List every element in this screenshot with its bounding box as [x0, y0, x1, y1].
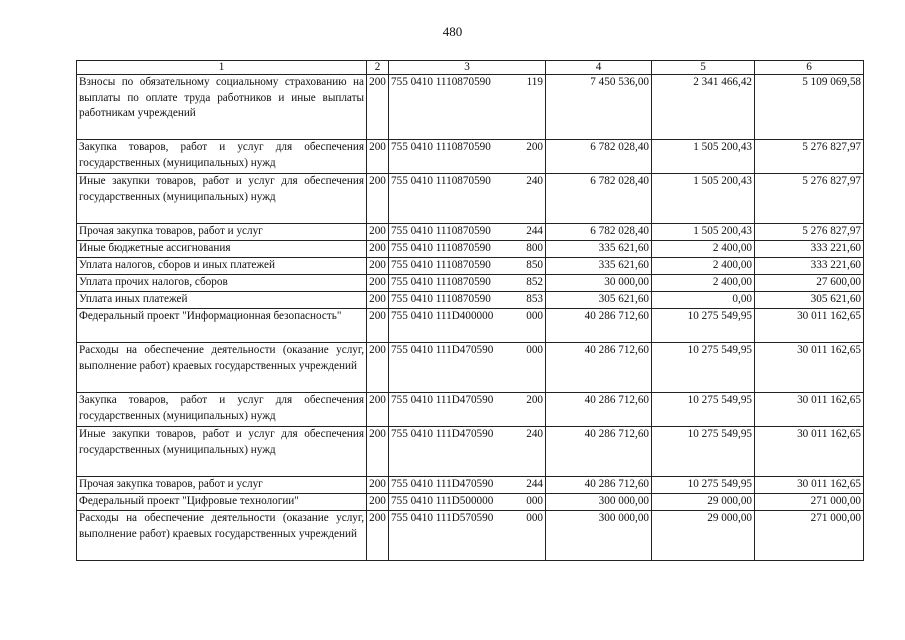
grbs-code: 200 [367, 292, 389, 309]
amount-col6: 30 011 162,65 [755, 393, 864, 427]
expense-type-code: 119 [526, 76, 543, 88]
amount-col5: 10 275 549,95 [652, 477, 755, 494]
grbs-code: 200 [367, 427, 389, 477]
table-row [77, 241, 864, 258]
grbs-code: 200 [367, 75, 389, 140]
amount-col6: 271 000,00 [755, 494, 864, 511]
expense-name: Взносы по обязательному социальному страхованию на выплаты по оплате труда работников и иные выплаты работникам учреждений [77, 75, 367, 140]
table-row [77, 511, 864, 561]
expense-type-code: 800 [526, 242, 543, 254]
grbs-code: 200 [367, 393, 389, 427]
expense-type-code: 200 [526, 394, 543, 406]
expense-type-code: 853 [526, 293, 543, 305]
amount-col5: 29 000,00 [652, 494, 755, 511]
expense-name: Уплата налогов, сборов и иных платежей [77, 258, 367, 275]
table-row [77, 477, 864, 494]
classification-code: 755 0410 111D470590 [391, 344, 494, 356]
budget-code [389, 224, 546, 241]
expense-name: Прочая закупка товаров, работ и услуг [77, 224, 367, 241]
expense-name: Иные закупки товаров, работ и услуг для обеспечения государственных (муниципальных) нужд [77, 174, 367, 224]
column-header-3: 3 [389, 61, 546, 75]
table-row [77, 427, 864, 477]
budget-code [389, 292, 546, 309]
classification-code: 755 0410 111D500000 [391, 495, 494, 507]
amount-col6: 30 011 162,65 [755, 309, 864, 343]
amount-col4: 40 286 712,60 [546, 477, 652, 494]
expense-name: Иные закупки товаров, работ и услуг для обеспечения государственных (муниципальных) нужд [77, 427, 367, 477]
grbs-code: 200 [367, 309, 389, 343]
expense-name: Закупка товаров, работ и услуг для обеспечения государственных (муниципальных) нужд [77, 140, 367, 174]
amount-col5: 10 275 549,95 [652, 393, 755, 427]
amount-col4: 7 450 536,00 [546, 75, 652, 140]
amount-col6: 5 276 827,97 [755, 224, 864, 241]
table-row [77, 75, 864, 140]
amount-col4: 6 782 028,40 [546, 174, 652, 224]
expense-type-code: 240 [526, 428, 543, 440]
budget-code [389, 241, 546, 258]
expense-type-code: 000 [526, 344, 543, 356]
amount-col6: 30 011 162,65 [755, 427, 864, 477]
column-header-2: 2 [367, 61, 389, 75]
expense-type-code: 850 [526, 259, 543, 271]
classification-code: 755 0410 1110870590 [391, 259, 491, 271]
grbs-code: 200 [367, 477, 389, 494]
table-row [77, 174, 864, 224]
expense-name: Расходы на обеспечение деятельности (оказание услуг, выполнение работ) краевых государственных учреждений [77, 343, 367, 393]
amount-col6: 305 621,60 [755, 292, 864, 309]
amount-col4: 335 621,60 [546, 241, 652, 258]
expense-type-code: 244 [526, 225, 543, 237]
amount-col4: 30 000,00 [546, 275, 652, 292]
column-header-6: 6 [755, 61, 864, 75]
budget-code [389, 258, 546, 275]
amount-col4: 300 000,00 [546, 511, 652, 561]
grbs-code: 200 [367, 511, 389, 561]
grbs-code: 200 [367, 343, 389, 393]
amount-col4: 6 782 028,40 [546, 140, 652, 174]
amount-col4: 40 286 712,60 [546, 427, 652, 477]
budget-table [76, 60, 864, 561]
expense-type-code: 000 [526, 495, 543, 507]
table-row [77, 343, 864, 393]
grbs-code: 200 [367, 174, 389, 224]
amount-col5: 10 275 549,95 [652, 309, 755, 343]
amount-col4: 300 000,00 [546, 494, 652, 511]
table-row [77, 140, 864, 174]
amount-col4: 40 286 712,60 [546, 309, 652, 343]
grbs-code: 200 [367, 224, 389, 241]
table-row [77, 393, 864, 427]
budget-code [389, 140, 546, 174]
table-row [77, 275, 864, 292]
classification-code: 755 0410 111D400000 [391, 310, 494, 322]
expense-type-code: 244 [526, 478, 543, 490]
amount-col6: 5 276 827,97 [755, 140, 864, 174]
amount-col4: 305 621,60 [546, 292, 652, 309]
amount-col4: 6 782 028,40 [546, 224, 652, 241]
classification-code: 755 0410 111D470590 [391, 428, 494, 440]
amount-col5: 1 505 200,43 [652, 174, 755, 224]
amount-col5: 1 505 200,43 [652, 224, 755, 241]
expense-name: Закупка товаров, работ и услуг для обеспечения государственных (муниципальных) нужд [77, 393, 367, 427]
classification-code: 755 0410 1110870590 [391, 225, 491, 237]
page-number: 480 [442, 24, 463, 39]
table-row [77, 258, 864, 275]
grbs-code: 200 [367, 275, 389, 292]
expense-name: Расходы на обеспечение деятельности (оказание услуг, выполнение работ) краевых государственных учреждений [77, 511, 367, 561]
amount-col5: 2 341 466,42 [652, 75, 755, 140]
column-header-1: 1 [77, 61, 367, 75]
expense-name: Федеральный проект "Информационная безопасность" [77, 309, 367, 343]
budget-code [389, 427, 546, 477]
table-body [77, 75, 864, 561]
amount-col4: 335 621,60 [546, 258, 652, 275]
amount-col5: 2 400,00 [652, 275, 755, 292]
table-row [77, 224, 864, 241]
grbs-code: 200 [367, 494, 389, 511]
classification-code: 755 0410 111D470590 [391, 394, 494, 406]
expense-name: Федеральный проект "Цифровые технологии" [77, 494, 367, 511]
amount-col4: 40 286 712,60 [546, 393, 652, 427]
amount-col6: 27 600,00 [755, 275, 864, 292]
table-row [77, 309, 864, 343]
expense-name: Уплата прочих налогов, сборов [77, 275, 367, 292]
table-row [77, 292, 864, 309]
grbs-code: 200 [367, 140, 389, 174]
amount-col5: 10 275 549,95 [652, 427, 755, 477]
amount-col6: 30 011 162,65 [755, 477, 864, 494]
classification-code: 755 0410 111D570590 [391, 512, 494, 524]
amount-col5: 1 505 200,43 [652, 140, 755, 174]
budget-code [389, 494, 546, 511]
classification-code: 755 0410 111D470590 [391, 478, 494, 490]
header-row [77, 61, 864, 75]
expense-type-code: 000 [526, 310, 543, 322]
expense-name: Прочая закупка товаров, работ и услуг [77, 477, 367, 494]
classification-code: 755 0410 1110870590 [391, 276, 491, 288]
expense-name: Уплата иных платежей [77, 292, 367, 309]
column-header-5: 5 [652, 61, 755, 75]
budget-code [389, 309, 546, 343]
column-header-4: 4 [546, 61, 652, 75]
amount-col5: 2 400,00 [652, 241, 755, 258]
classification-code: 755 0410 1110870590 [391, 242, 491, 254]
expense-type-code: 000 [526, 512, 543, 524]
amount-col6: 5 109 069,58 [755, 75, 864, 140]
table-row [77, 494, 864, 511]
amount-col4: 40 286 712,60 [546, 343, 652, 393]
expense-type-code: 240 [526, 175, 543, 187]
classification-code: 755 0410 1110870590 [391, 141, 491, 153]
classification-code: 755 0410 1110870590 [391, 76, 491, 88]
classification-code: 755 0410 1110870590 [391, 293, 491, 305]
amount-col6: 271 000,00 [755, 511, 864, 561]
budget-code [389, 477, 546, 494]
amount-col5: 2 400,00 [652, 258, 755, 275]
classification-code: 755 0410 1110870590 [391, 175, 491, 187]
grbs-code: 200 [367, 258, 389, 275]
budget-code [389, 393, 546, 427]
amount-col6: 333 221,60 [755, 258, 864, 275]
budget-code [389, 75, 546, 140]
amount-col5: 10 275 549,95 [652, 343, 755, 393]
budget-code [389, 174, 546, 224]
expense-name: Иные бюджетные ассигнования [77, 241, 367, 258]
amount-col6: 333 221,60 [755, 241, 864, 258]
amount-col5: 0,00 [652, 292, 755, 309]
expense-type-code: 200 [526, 141, 543, 153]
amount-col5: 29 000,00 [652, 511, 755, 561]
amount-col6: 5 276 827,97 [755, 174, 864, 224]
budget-code [389, 343, 546, 393]
expense-type-code: 852 [526, 276, 543, 288]
grbs-code: 200 [367, 241, 389, 258]
amount-col6: 30 011 162,65 [755, 343, 864, 393]
budget-code [389, 275, 546, 292]
budget-code [389, 511, 546, 561]
